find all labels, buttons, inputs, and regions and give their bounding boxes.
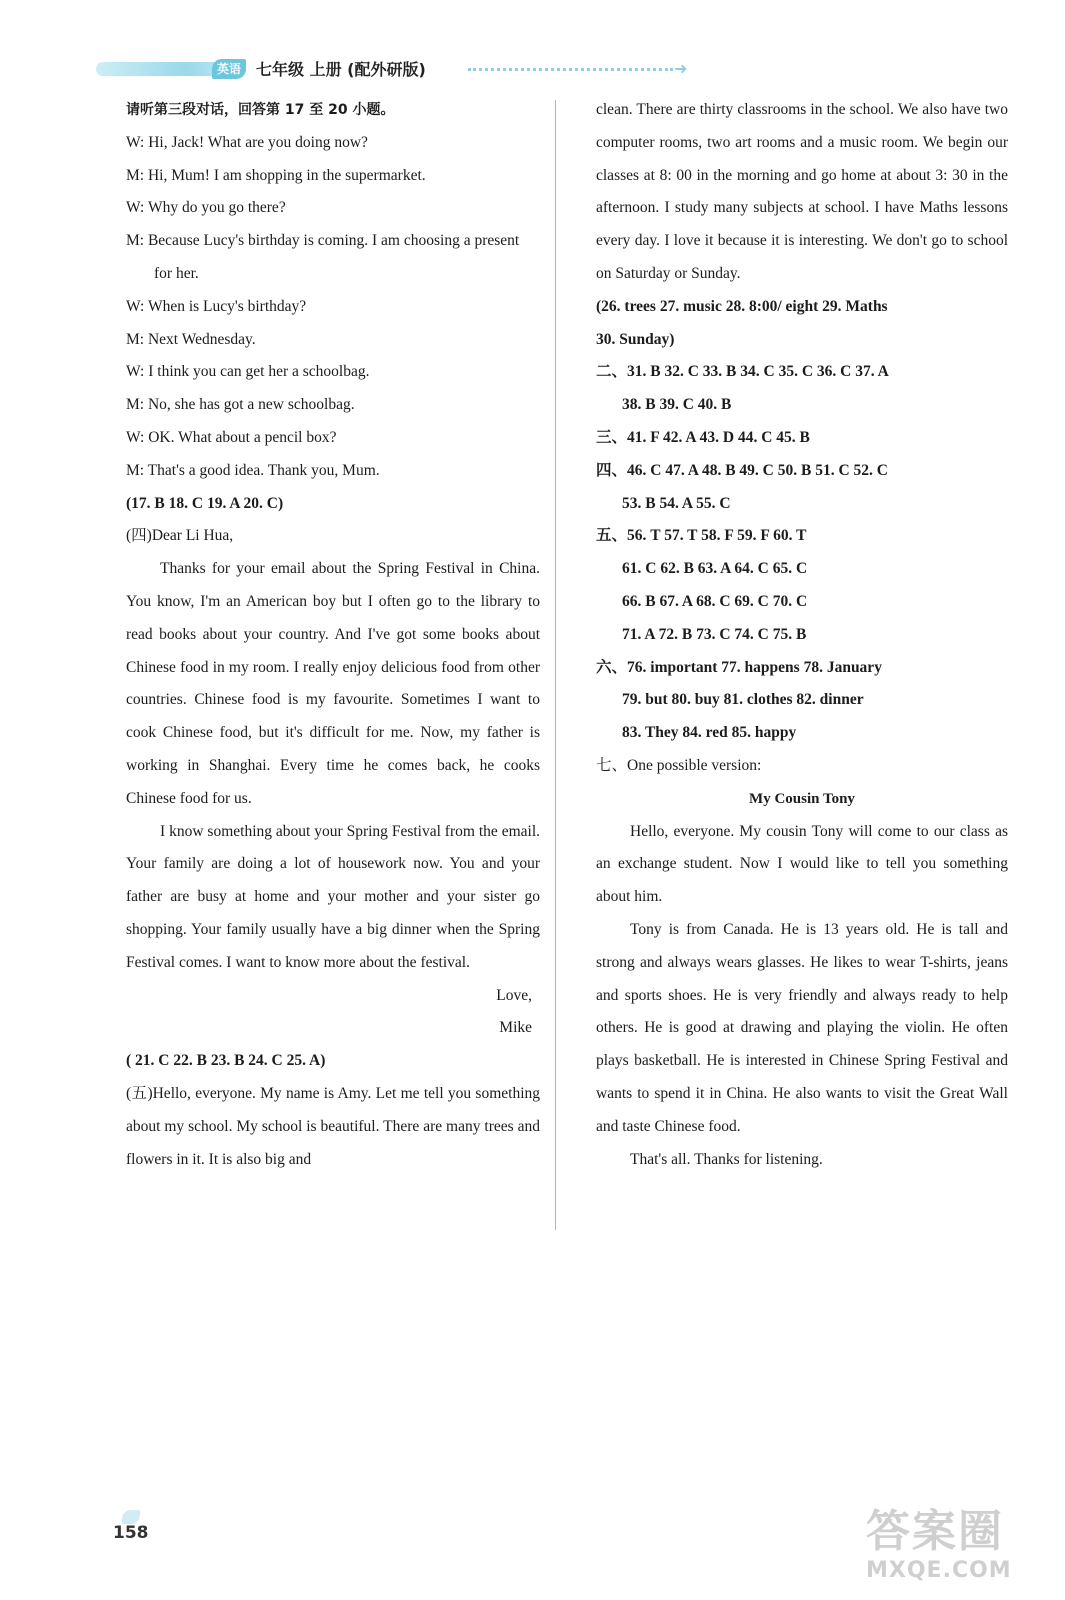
section-4-answers	[596, 455, 1008, 488]
left-column	[126, 94, 540, 1176]
letter-heading: (四)Dear Li Hua,	[126, 527, 234, 545]
dialogue-line: W: OK. What about a pencil box?	[126, 428, 337, 446]
subject-badge: 英语	[212, 59, 246, 79]
column-divider	[555, 100, 556, 1230]
section-6-answers	[596, 652, 1008, 685]
letter-paragraph-2: I know something about your Spring Festival from the email. Your family are doing a lot of housework now. You and your father are busy at home and your mother and your sister go shopping. Your family usually have a big dinner when the Spring Festival comes. I want to know more about the festival.	[126, 822, 540, 971]
book-title: 七年级 上册 (配外研版)	[256, 60, 426, 79]
section-number: 四、	[596, 461, 628, 479]
page-header	[96, 56, 696, 82]
essay-paragraph-1: Hello, everyone. My cousin Tony will come to our class as an exchange student. Now I would like to tell you something about him.	[596, 822, 1008, 906]
listening-instruction: 请听第三段对话，回答第 17 至 20 小题。	[126, 102, 395, 118]
section-5-passage-start: (五)Hello, everyone. My name is Amy. Let me tell you something about my school. My school is beautiful. There are many trees and flowers in it. It is also big and	[126, 1084, 540, 1168]
watermark-logo: 答案圈	[866, 1506, 1004, 1557]
dialogue-line: M: Hi, Mum! I am shopping in the supermarket.	[126, 166, 426, 184]
section-number: 五、	[596, 527, 628, 545]
header-dotted-line	[468, 68, 673, 71]
answer-line: 56. T 57. T 58. F 59. F 60. T	[627, 527, 807, 545]
section-3-answers	[596, 422, 1008, 455]
dialogue-line: W: Hi, Jack! What are you doing now?	[126, 133, 368, 151]
section-number: 三、	[596, 428, 628, 446]
section-5-passage-continued: clean. There are thirty classrooms in the school. We also have two computer rooms, two art rooms and a music room. We begin our classes at 8: 00 in the morning and go home at about 3: 30 in the afternoon. I study many subjects at school. I have Maths lessons every day. I love it because it is interesting. We don't go to school on Saturday or Sunday.	[596, 101, 1008, 282]
page-number: 158	[113, 1523, 149, 1543]
section-7-label: 七、One possible version:	[596, 756, 762, 774]
section-5-answers	[596, 520, 1008, 553]
watermark	[866, 1506, 1036, 1592]
dialogue-line: W: Why do you go there?	[126, 199, 286, 217]
section-5-answers-cont: 66. B 67. A 68. C 69. C 70. C	[622, 592, 808, 610]
answer-line: 46. C 47. A 48. B 49. C 50. B 51. C 52. C	[627, 461, 888, 479]
essay-paragraph-2: Tony is from Canada. He is 13 years old. He is tall and strong and always wears glasses. He likes to wear T-shirts, jeans and sports shoes. He is very friendly and always ready to help others. He is good at drawing and playing the violin. He often plays basketball. He is interested in Chinese Spring Festival and wants to spend it in China. He also wants to visit the Great Wall and taste Chinese food.	[596, 920, 1008, 1135]
section-5-answers-cont: 71. A 72. B 73. C 74. C 75. B	[622, 625, 807, 643]
answers-21-25: ( 21. C 22. B 23. B 24. C 25. A)	[126, 1052, 326, 1070]
letter-signature: Mike	[499, 1019, 532, 1037]
answers-26-30-line-2: 30. Sunday)	[596, 330, 675, 348]
dialogue-line: W: When is Lucy's birthday?	[126, 297, 307, 315]
dialogue-line: M: Next Wednesday.	[126, 330, 256, 348]
leaf-icon	[122, 1510, 140, 1524]
essay-title: My Cousin Tony	[749, 790, 855, 807]
answer-line: 31. B 32. C 33. B 34. C 35. C 36. C 37. A	[627, 363, 889, 381]
dialogue-line: M: No, she has got a new schoolbag.	[126, 396, 355, 414]
section-6-answers-cont: 83. They 84. red 85. happy	[622, 724, 797, 742]
watermark-url: MXQE.COM	[866, 1558, 1012, 1583]
letter-paragraph-1: Thanks for your email about the Spring Festival in China. You know, I'm an American boy but I often go to the library to read books about your country. And I've got some books about Chinese food in my room. I really enjoy delicious food from other countries. Chinese food is my favourite. Sometimes I want to cook Chinese food, but it's difficult for me. Now, my father is working in Shanghai. Every time he comes back, he cooks Chinese food for us.	[126, 560, 540, 807]
section-5-answers-cont: 61. C 62. B 63. A 64. C 65. C	[622, 560, 808, 578]
essay-paragraph-3: That's all. Thanks for listening.	[630, 1150, 823, 1168]
section-2-answers	[596, 356, 1008, 389]
answers-17-20: (17. B 18. C 19. A 20. C)	[126, 494, 284, 512]
answer-line: 41. F 42. A 43. D 44. C 45. B	[627, 428, 810, 446]
arrow-right-icon: ➜	[674, 59, 688, 78]
dialogue-line: W: I think you can get her a schoolbag.	[126, 363, 370, 381]
section-4-answers-cont: 53. B 54. A 55. C	[622, 494, 731, 512]
dialogue-line: M: Because Lucy's birthday is coming. I am choosing a present for her.	[126, 232, 520, 282]
answer-line: 76. important 77. happens 78. January	[627, 658, 882, 676]
section-number: 六、	[596, 658, 628, 676]
section-number: 二、	[596, 363, 628, 381]
section-6-answers-cont: 79. but 80. buy 81. clothes 82. dinner	[622, 691, 864, 709]
right-column	[596, 94, 1008, 1176]
section-2-answers-cont: 38. B 39. C 40. B	[622, 396, 732, 414]
letter-closing: Love,	[496, 986, 532, 1004]
dialogue-line: M: That's a good idea. Thank you, Mum.	[126, 461, 380, 479]
answers-26-30-line-1: (26. trees 27. music 28. 8:00/ eight 29. Maths	[596, 297, 888, 315]
